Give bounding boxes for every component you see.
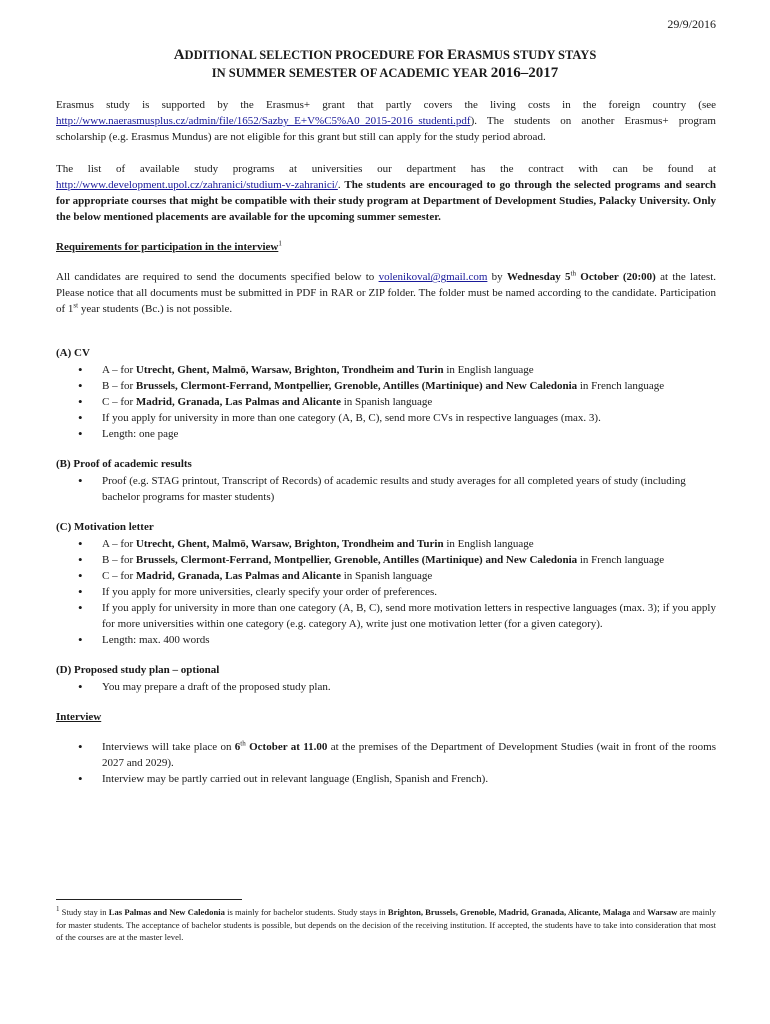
list-item: • Proof (e.g. STAG printout, Transcript of Records) of academic results and study averages for all completed years of study (including bachelor programs for master students) <box>102 473 716 505</box>
list-item: • If you apply for more universities, clearly specify your order of preferences. <box>102 584 716 600</box>
title-line-2: IN SUMMER SEMESTER OF ACADEMIC YEAR 2016–2017 <box>211 65 559 81</box>
study-plan-heading: (D) Proposed study plan – optional <box>56 664 220 676</box>
requirements-paragraph: All candidates are required to send the documents specified below to volenikoval@gmail.com by Wednesday 5th October (20:00) at the latest. Please notice that all documents must be submitted in PDF in RAR or ZIP folder. The folder must be named according to the candidate. Participation of 1st year students (Bc.) is not possible. <box>56 269 717 315</box>
list-item: • C – for Madrid, Granada, Las Palmas and Alicante in Spanish language <box>102 568 716 584</box>
motivation-list <box>56 536 716 648</box>
footnote: $^1$ Study stay in Las Palmas and New Caledonia is mainly for bachelor students. Study stays in Brighton, Brussels, Grenoble, Madrid, Granada, Alicante, Malaga and Warsaw are mainly for master students. The acceptance of bachelor students is possible, but depends on the decision of the receiving institution. If accepted, the students have to take into consideration that most of the courses are at the master level. <box>56 905 716 942</box>
cv-heading: (A) CV <box>56 347 90 359</box>
section-proof <box>56 456 716 505</box>
proof-heading: (B) Proof of academic results <box>56 458 192 470</box>
document-body <box>56 97 716 787</box>
section-motivation <box>56 519 716 648</box>
list-item: • A – for Utrecht, Ghent, Malmö, Warsaw, Brighton, Trondheim and Turin in English language <box>102 362 716 378</box>
requirements-heading: Requirements for participation in the interview$^1$ <box>56 239 282 253</box>
list-item: • If you apply for university in more than one category (A, B, C), send more CVs in respective languages (max. 3). <box>102 410 716 426</box>
section-cv <box>56 345 716 442</box>
footnote-reference[interactable]: 1 <box>278 239 282 248</box>
interview-heading: Interview <box>56 711 102 723</box>
list-item: • Length: max. 400 words <box>102 632 716 648</box>
list-item: • Length: one page <box>102 426 716 442</box>
section-study-plan <box>56 662 716 695</box>
contact-email-link[interactable]: volenikoval@gmail.com <box>378 271 488 283</box>
list-item: • Interview may be partly carried out in relevant language (English, Spanish and French). <box>102 771 716 787</box>
motivation-heading: (C) Motivation letter <box>56 521 154 533</box>
document-title <box>0 46 770 82</box>
list-item: • C – for Madrid, Granada, Las Palmas and Alicante in Spanish language <box>102 394 716 410</box>
list-item: • If you apply for university in more than one category (A, B, C), send more motivation letters in respective languages (max. 3); if you apply for more universities within one category (e.g. category A), write just one motivation letter (for a given category). <box>102 600 716 632</box>
title-line-1: ADDITIONAL SELECTION PROCEDURE FOR ERASMUS STUDY STAYS <box>173 47 597 63</box>
list-item: • A – for Utrecht, Ghent, Malmö, Warsaw, Brighton, Trondheim and Turin in English language <box>102 536 716 552</box>
cv-list <box>56 362 716 442</box>
erasmus-rates-link[interactable]: http://www.naerasmusplus.cz/admin/file/1652/Sazby_E+V%C5%A0_2015-2016_studenti.pdf <box>56 115 471 127</box>
list-item: • You may prepare a draft of the proposed study plan. <box>102 679 716 695</box>
footnote-divider <box>56 899 242 900</box>
study-plan-list <box>56 679 716 695</box>
list-item: • B – for Brussels, Clermont-Ferrand, Montpellier, Grenoble, Antilles (Martinique) and New Caledonia in French language <box>102 378 716 394</box>
document-date: 29/9/2016 <box>667 17 716 31</box>
proof-list <box>56 473 716 505</box>
study-programs-link[interactable]: http://www.development.upol.cz/zahranici/studium-v-zahranici/ <box>56 179 338 191</box>
intro-paragraph: Erasmus study is supported by the Erasmus+ grant that partly covers the living costs in the foreign country (see http://www.naerasmusplus.cz/admin/file/1652/Sazby_E+V%C5%A0_2015-2016_studenti.pdf). The students on another Erasmus+ program scholarship (e.g. Erasmus Mundus) are not eligible for this grant but still can apply for the study period abroad. <box>56 99 716 143</box>
interview-list <box>56 739 716 787</box>
list-item: • B – for Brussels, Clermont-Ferrand, Montpellier, Grenoble, Antilles (Martinique) and New Caledonia in French language <box>102 552 716 568</box>
programs-paragraph: The list of available study programs at universities our department has the contract with can be found at http://www.development.upol.cz/zahranici/studium-v-zahranici/. The students are encouraged to go through the selected programs and search for appropriate courses that might be compatible with their study program at Department of Development Studies, Palacky University. Only the below mentioned placements are available for the upcoming summer semester. <box>56 163 717 223</box>
list-item: • Interviews will take place on 6th October at 11.00 at the premises of the Department of Development Studies (wait in front of the rooms 2027 and 2029). <box>102 739 716 771</box>
